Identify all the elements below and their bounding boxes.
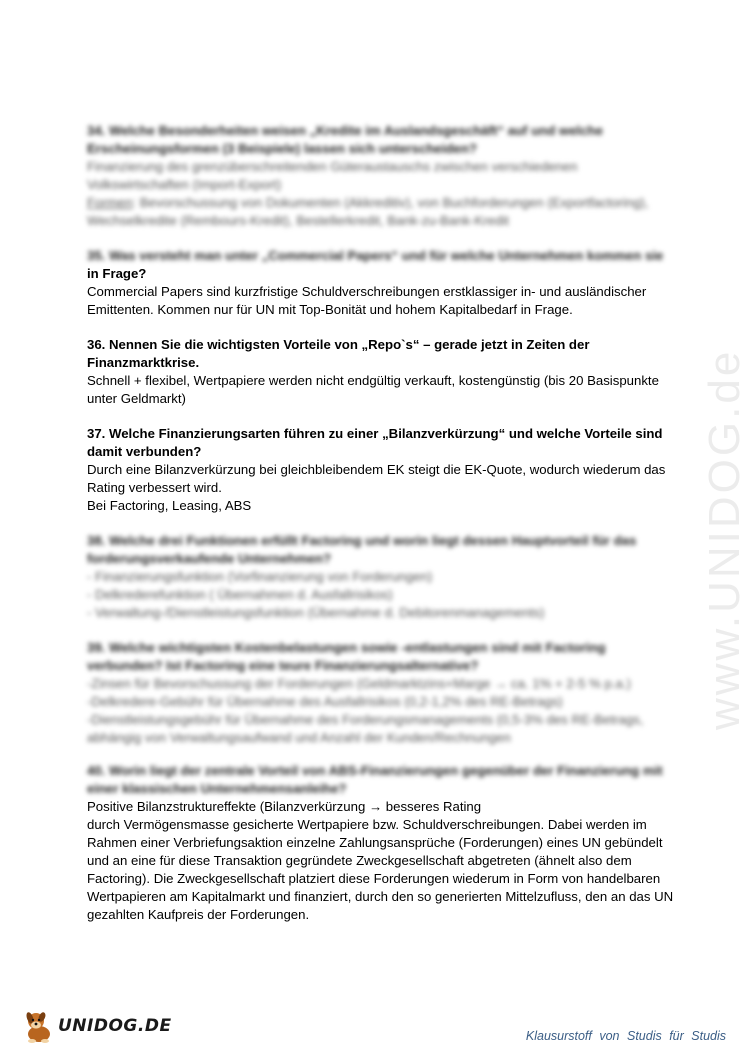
question-title: 34. Welche Besonderheiten weisen „Kredite im Auslandsgeschäft“ auf und welche xyxy=(87,123,603,138)
answer-line: -Dienstleistungsgebühr für Übernahme des Forderungsmanagements (0,5-3% des RE-Betrags, xyxy=(87,712,644,727)
answer-line: - Delkrederefunktion ( Übernahmen d. Ausfallrisikos) xyxy=(87,587,393,602)
answer-label: Formen xyxy=(87,195,133,210)
logo-text: UNIDOG.DE xyxy=(58,1016,172,1036)
question-title: 38. Welche drei Funktionen erfüllt Factoring und worin liegt dessen Hauptvorteil für das xyxy=(87,533,637,548)
footer-tagline: Klausurstoff von Studis für Studis xyxy=(525,1029,726,1043)
question-34 xyxy=(87,122,687,230)
question-title: forderungsverkaufende Unternehmen? xyxy=(87,551,332,566)
answer-line: Finanzierung des grenzüberschreitenden Güteraustauschs zwischen verschiedenen xyxy=(87,159,578,174)
answer-line: - Verwaltung-/Dienstleistungsfunktion (Übernahme d. Debitorenmanagements) xyxy=(87,605,545,620)
answer-line: Rating verbessert wird. xyxy=(87,480,222,495)
answer-text: : Bevorschussung von Dokumenten (Akkreditiv), von Buchforderungen (Exportfactoring), xyxy=(132,195,649,210)
answer-line: Wertpapieren am Kapitalmarkt und finanziert, durch den so generierten Mittelzufluss, den an das UN xyxy=(87,889,674,904)
answer-line: Emittenten. Kommen nur für UN mit Top-Bonität und hohem Kapitalbedarf in Frage. xyxy=(87,302,573,317)
answer-line: abhängig von Verwaltungsaufwand und Anzahl der Kunden/Rechnungen xyxy=(87,730,511,745)
document-body xyxy=(87,122,687,924)
question-title: in Frage? xyxy=(87,266,147,281)
question-title: Erscheinungsformen (3 Beispiele) lassen sich unterscheiden? xyxy=(87,141,477,156)
answer-line: -Delkredere-Gebühr für Übernahme des Ausfallrisikos (0,2-1,2% des RE-Betrags) xyxy=(87,694,563,709)
question-title: verbunden? Ist Factoring eine teure Finanzierungsalternative? xyxy=(87,658,479,673)
question-title: Finanzmarktkrise. xyxy=(87,355,200,370)
dog-mascot-icon xyxy=(22,1008,56,1044)
answer-line: Durch eine Bilanzverkürzung bei gleichbleibendem EK steigt die EK-Quote, wodurch wiederum das xyxy=(87,462,666,477)
watermark: www.UNIDOG.de xyxy=(700,348,749,730)
unidog-logo[interactable] xyxy=(22,1008,172,1044)
answer-line: Factoring). Die Zweckgesellschaft platziert diese Forderungen wiederum in Form von handelbaren xyxy=(87,871,661,886)
question-title: 36. Nennen Sie die wichtigsten Vorteile von „Repo`s“ – gerade jetzt in Zeiten der xyxy=(87,337,590,352)
question-title: 37. Welche Finanzierungsarten führen zu einer „Bilanzverkürzung“ und welche Vorteile sind xyxy=(87,426,663,441)
question-title: 40. Worin liegt der zentrale Vorteil von ABS-Finanzierungen gegenüber der Finanzierung mit xyxy=(87,763,663,778)
question-title: 35. Was versteht man unter „Commercial Papers“ und für welche Unternehmen kommen sie xyxy=(87,248,664,263)
answer-line: unter Geldmarkt) xyxy=(87,391,186,406)
answer-line: Commercial Papers sind kurzfristige Schuldverschreibungen erstklassiger in- und ausländischer xyxy=(87,284,647,299)
answer-line: Wechselkredite (Rembours-Kredit), Bestellerkredit, Bank-zu-Bank-Kredit xyxy=(87,213,509,228)
answer-line: Positive Bilanzstruktureffekte (Bilanzverkürzung → besseres Rating xyxy=(87,799,482,814)
question-38 xyxy=(87,532,687,622)
answer-line: -Zinsen für Bevorschussung der Forderungen (Geldmarktzins+Marge → ca. 1% + 2-5 % p.a.) xyxy=(87,676,631,691)
answer-line: - Finanzierungsfunktion (Vorfinanzierung von Forderungen) xyxy=(87,569,433,584)
question-35 xyxy=(87,247,687,319)
answer-line: gezahlten Kaufpreis der Forderungen. xyxy=(87,907,310,922)
question-title: 39. Welche wichtigsten Kostenbelastungen sowie -entlastungen sind mit Factoring xyxy=(87,640,606,655)
answer-line: und an eine für diese Transaktion gegründete Zweckgesellschaft abgetreten (ähnelt also dem xyxy=(87,853,632,868)
answer-line xyxy=(87,194,687,212)
question-39 xyxy=(87,639,687,747)
question-36 xyxy=(87,336,687,408)
answer-line: Rahmen einer Verbriefungsaktion einzelne Zahlungsansprüche (Forderungen) eines UN gebündelt xyxy=(87,835,663,850)
answer-line: Bei Factoring, Leasing, ABS xyxy=(87,498,252,513)
question-title: damit verbunden? xyxy=(87,444,202,459)
answer-line: durch Vermögensmasse gesicherte Wertpapiere bzw. Schuldverschreibungen. Dabei werden im xyxy=(87,817,647,832)
answer-line: Schnell + flexibel, Wertpapiere werden nicht endgültig verkauft, kostengünstig (bis 20 Basispunkte xyxy=(87,373,659,388)
answer-line: Volkswirtschaften (Import-Export) xyxy=(87,177,282,192)
question-37 xyxy=(87,425,687,515)
question-40 xyxy=(87,762,687,924)
question-title: einer klassischen Unternehmensanleihe? xyxy=(87,781,347,796)
